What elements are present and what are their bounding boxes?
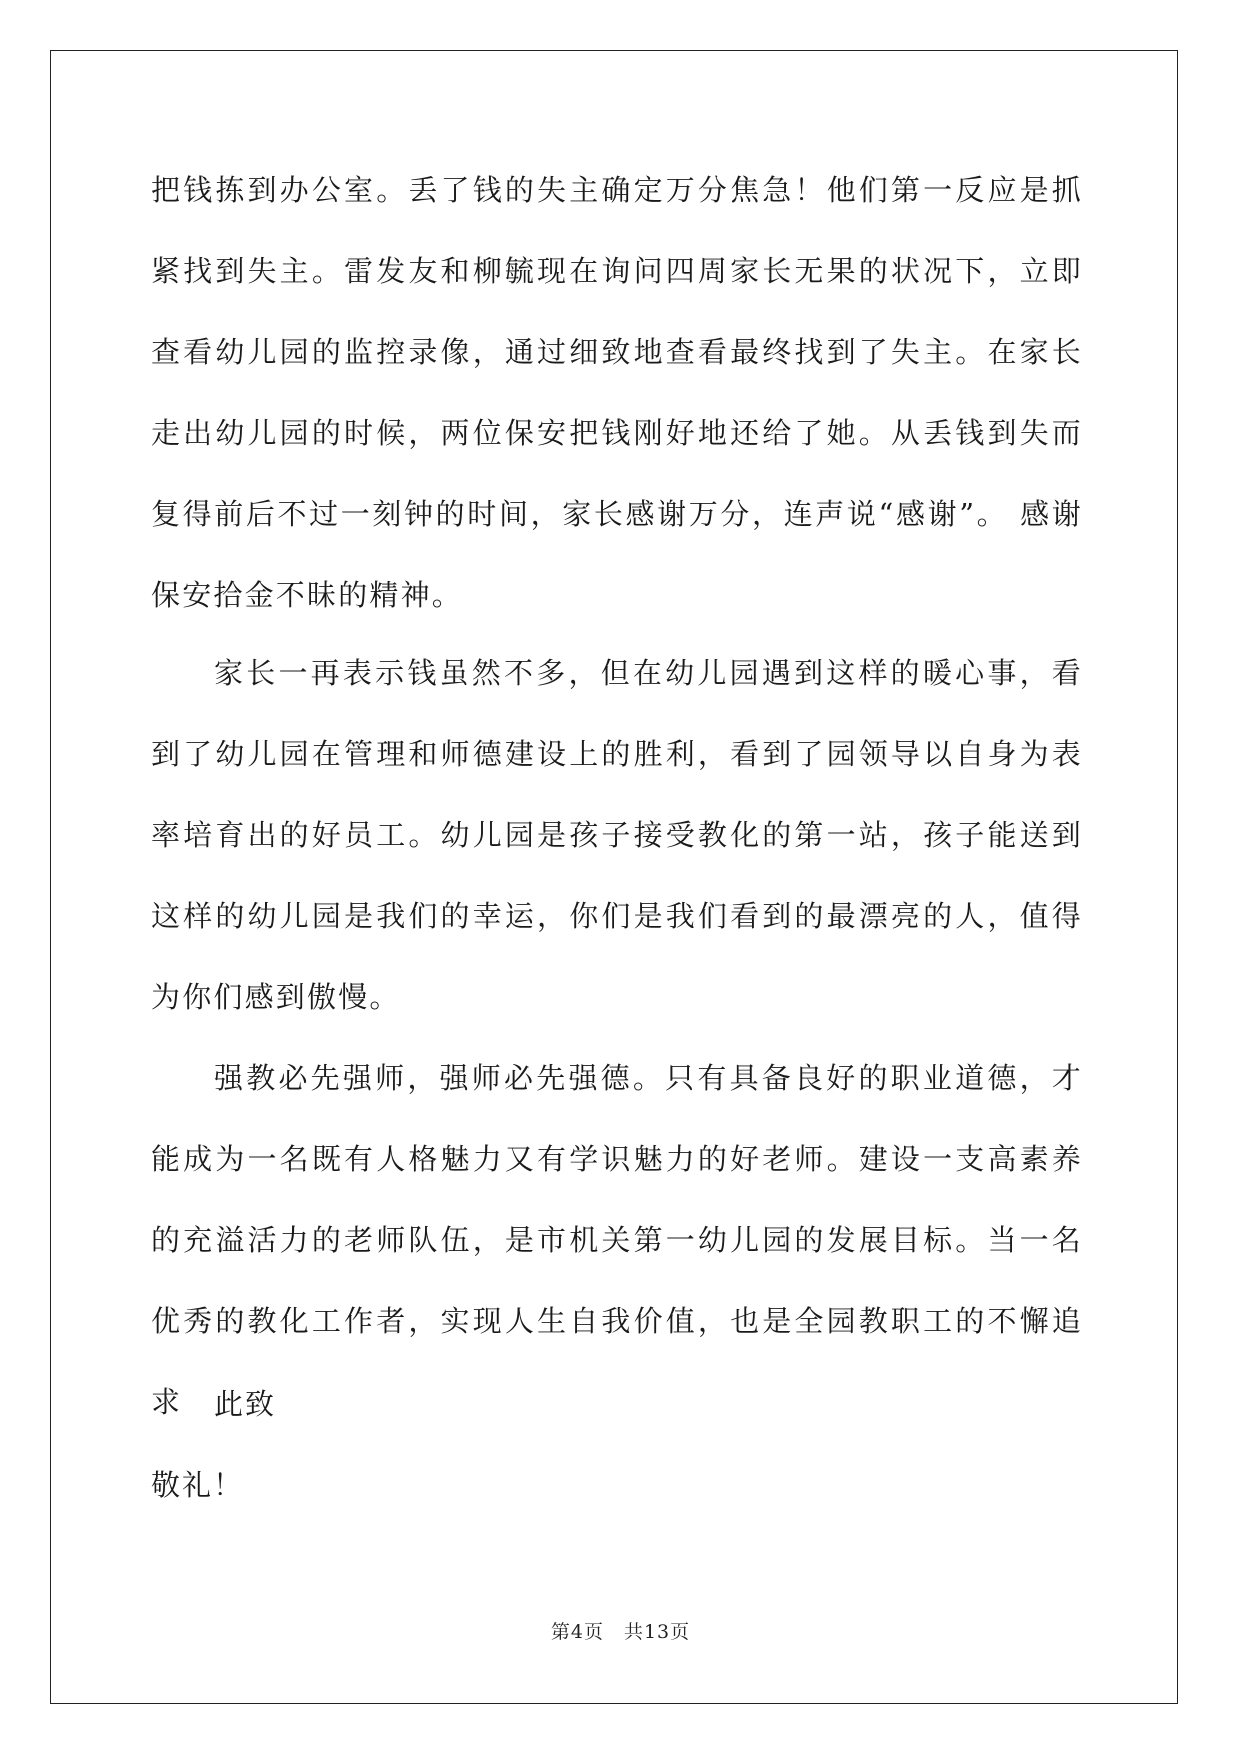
closing-regards: 敬礼！ — [151, 1468, 245, 1502]
paragraph: 把钱拣到办公室。丢了钱的失主确定万分焦急！他们第一反应是抓紧找到失主。雷发友和柳毓现在询问四周家长无果的状况下，立即查看幼儿园的监控录像，通过细致地查看最终找到了失主。在家长走出幼儿园的时候，两位保安把钱刚好地还给了她。从丢钱到失而复得前后不过一刻钟的时间，家长感谢万分，连声说“感谢”。 感谢保安拾金不昧的精神。 — [151, 173, 1083, 612]
page-number-footer: 第4页 共13页 — [550, 1621, 691, 1643]
paragraph: 强教必先强师，强师必先强德。只有具备良好的职业道德，才能成为一名既有人格魅力又有学识魅力的好老师。建设一支高素养的充溢活力的老师队伍，是市机关第一幼儿园的发展目标。当一名优秀的教化工作者，实现人生自我价值，也是全园教职工的不懈追求 — [151, 1061, 1083, 1419]
closing-salutation: 此致 — [214, 1387, 277, 1421]
paragraph: 家长一再表示钱虽然不多，但在幼儿园遇到这样的暖心事，看到了幼儿园在管理和师德建设上的胜利，看到了园领导以自身为表率培育出的好员工。幼儿园是孩子接受教化的第一站，孩子能送到这样的幼儿园是我们的幸运，你们是我们看到的最漂亮的人，值得为你们感到傲慢。 — [151, 656, 1083, 1014]
